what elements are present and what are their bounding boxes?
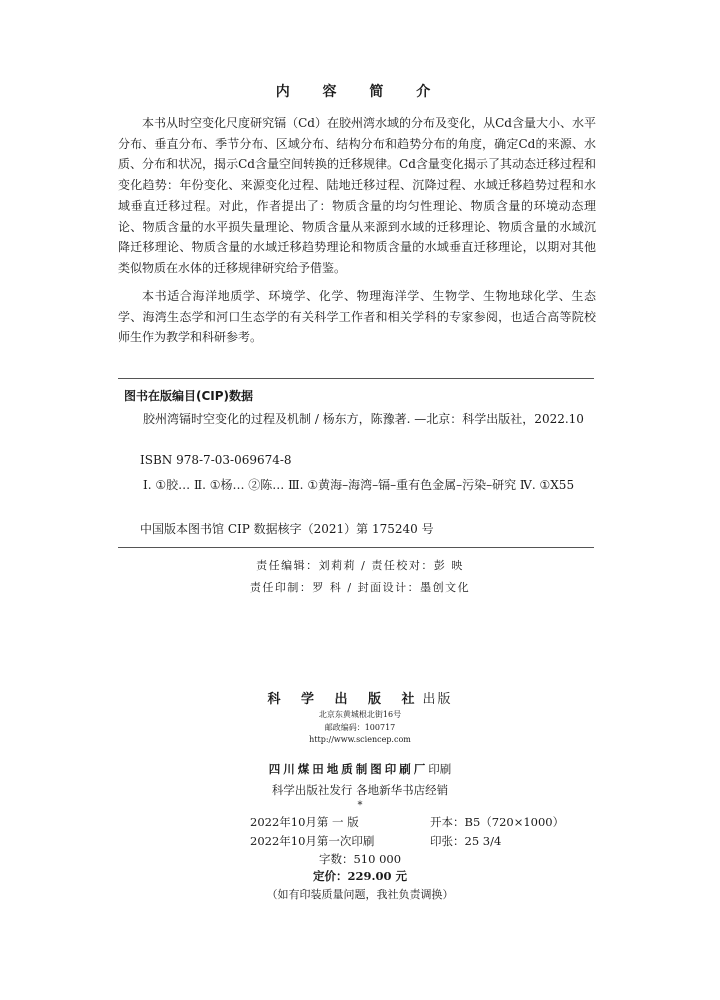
edition-date: 2022年10月第 一 版 [250,815,359,829]
cip-top-rule [118,378,594,379]
price: 定价：229.00 元 [312,869,407,883]
printing-sheets: 印张：25 3/4 [430,834,502,848]
separator-star: * [357,800,363,811]
credits-production: 责任印制：罗 科 / 封面设计：墨创文化 [249,581,471,594]
quality-note: （如有印装质量问题，我社负责调换） [266,888,454,901]
cip-main-entry: 胶州湾镉时空变化的过程及机制 / 杨东方，陈豫著. —北京：科学出版社，2022.10 [143,412,584,426]
distribution-line: 科学出版社发行 各地新华书店经销 [271,783,449,797]
publisher-name: 科 学 出 版 社 [267,692,423,707]
publisher-address: 北京东黄城根北街16号 [318,710,402,719]
cip-number: 中国版本图书馆 CIP 数据核字（2021）第 175240 号 [140,522,434,536]
publisher-suffix: 出版 [422,692,453,707]
publisher-line [0,688,720,707]
printer-name: 四川煤田地质制图印刷厂 [268,762,429,776]
cip-heading: 图书在版编目(CIP)数据 [124,389,254,403]
cip-bottom-rule [118,547,594,548]
publisher-url: http://www.sciencep.com [309,735,411,744]
summary-paragraph-2: 本书适合海洋地质学、环境学、化学、物理海洋学、生物学、生物地球化学、生态学、海湾生态学和河口生态学的有关科学工作者和相关学科的专家参阅，也适合高等院校师生作为教学和科研参考。 [118,289,596,345]
edition-format: 开本：B5（720×1000） [430,815,565,829]
credits-editors: 责任编辑：刘莉莉 / 责任校对：彭 映 [256,559,464,572]
cip-isbn: ISBN 978-7-03-069674-8 [140,453,292,467]
publisher-postcode: 邮政编码：100717 [324,723,396,732]
summary-heading: 内 容 简 介 [275,84,445,100]
cip-classification: Ⅰ. ①胶… Ⅱ. ①杨… ②陈… Ⅲ. ①黄海–海湾–镉–重有色金属–污染–研究 Ⅳ. ①X55 [143,478,575,492]
word-count: 字数：510 000 [318,852,402,866]
printing-date: 2022年10月第一次印刷 [250,834,375,848]
printer-line [0,761,720,777]
summary-paragraph-1: 本书从时空变化尺度研究镉（Cd）在胶州湾水域的分布及变化，从Cd含量大小、水平分布、垂直分布、季节分布、区域分布、结构分布和趋势分布的角度，确定Cd的来源、水质、分布和状况，揭示Cd含量空间转换的迁移规律。Cd含量变化揭示了其动态迁移过程和变化趋势：年份变化、来源变化过程、陆地迁移过程、沉降过程、水域迁移趋势过程和水域垂直迁移过程。对此，作者提出了：物质含量的均匀性理论、物质含量的环境动态理论、物质含量的水平损失量理论、物质含量从来源到水域的迁移理论、物质含量的水域沉降迁移理论、物质含量的水域迁移趋势理论和物质含量的水域垂直迁移理论，以期对其他类似物质在水体的迁移规律研究给予借鉴。 [118,116,596,275]
printer-suffix: 印刷 [428,762,452,776]
